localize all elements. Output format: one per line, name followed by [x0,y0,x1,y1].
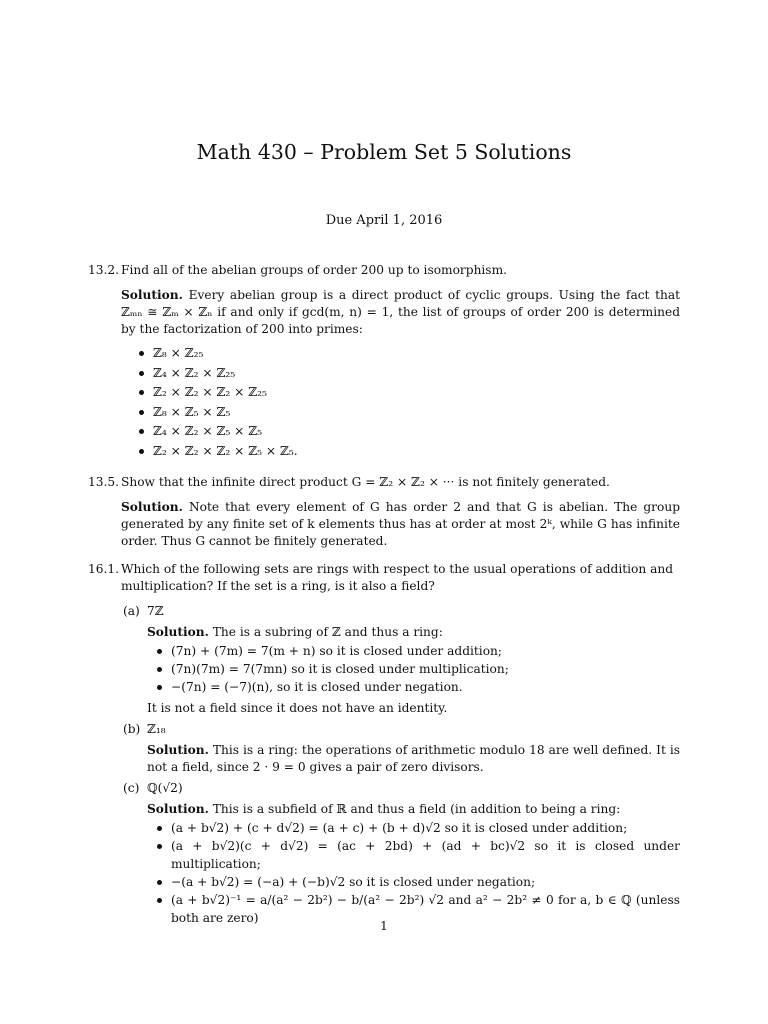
part-heading: ℚ(√2) [147,781,183,795]
problem-number: 16.1. [88,562,120,576]
list-item: ℤ₈ × ℤ₂₅ [139,344,680,364]
solution-text: This is a ring: the operations of arithmetic modulo 18 are well defined. It is not a field, since 2 · 9 = 0 gives a pair of zero divisors. [147,743,680,774]
list-item: −(7n) = (−7)(n), so it is closed under negation. [157,678,680,696]
page-number: 1 [380,919,388,933]
part-closing: It is not a field since it does not have an identity. [147,701,448,715]
list-item: (a + b√2)⁻¹ = a/(a² − 2b²) − b/(a² − 2b²) √2 and a² − 2b² ≠ 0 for a, b ∈ ℚ (unless both are zero) [157,891,680,927]
solution-text: This is a subfield of ℝ and thus a field (in addition to being a ring: [212,802,621,816]
part-heading: 7ℤ [147,604,164,618]
problem-16-1 [88,561,680,927]
list-item: (a + b√2) + (c + d√2) = (a + c) + (b + d)√2 so it is closed under addition; [157,819,680,837]
closure-list [157,642,680,696]
solution [147,742,680,776]
part-heading: ℤ₁₈ [147,722,166,736]
part-label: (c) [123,781,140,795]
list-item: ℤ₂ × ℤ₂ × ℤ₂ × ℤ₅ × ℤ₅. [139,442,680,462]
due-date: Due April 1, 2016 [325,213,443,228]
solution-label: Solution. [147,743,209,757]
solution-text: Every abelian group is a direct product of cyclic groups. Using the fact that ℤₘₙ ≅ ℤₘ × ℤₙ if and only if gcd(m, n) = 1, the list of groups of order 200 is determined by the factorization of 200 into primes: [121,288,680,336]
solution [147,624,680,696]
field-list [157,819,680,927]
problem-number: 13.5. [88,475,120,489]
solution [147,801,680,927]
list-item: ℤ₈ × ℤ₅ × ℤ₅ [139,403,680,423]
solution-label: Solution. [121,288,183,302]
part-c [123,780,680,927]
part-b [123,721,680,776]
list-item: (7n) + (7m) = 7(m + n) so it is closed under addition; [157,642,680,660]
group-list [139,344,680,461]
problem-text: Find all of the abelian groups of order 200 up to isomorphism. [121,263,507,277]
problem-text: Show that the infinite direct product G = ℤ₂ × ℤ₂ × ··· is not finitely generated. [121,475,610,489]
part-a [123,603,680,717]
list-item: −(a + b√2) = (−a) + (−b)√2 so it is closed under negation; [157,873,680,891]
page-title: Math 430 – Problem Set 5 Solutions [196,140,572,164]
list-item: ℤ₄ × ℤ₂ × ℤ₂₅ [139,364,680,384]
problem-13-2 [88,262,680,461]
solution-text: The is a subring of ℤ and thus a ring: [212,625,443,639]
part-label: (b) [123,722,141,736]
solution [121,499,680,550]
part-label: (a) [123,604,140,618]
list-item: ℤ₂ × ℤ₂ × ℤ₂ × ℤ₂₅ [139,383,680,403]
solution-label: Solution. [147,802,209,816]
solution-text: Note that every element of G has order 2 and that G is abelian. The group generated by any finite set of k elements thus has at order at most 2ᵏ, while G has infinite order. Thus G cannot be finitely generated. [121,500,681,548]
solution [121,287,680,461]
list-item: ℤ₄ × ℤ₂ × ℤ₅ × ℤ₅ [139,422,680,442]
problem-number: 13.2. [88,263,120,277]
problem-13-5 [88,474,680,550]
list-item: (a + b√2)(c + d√2) = (ac + 2bd) + (ad + bc)√2 so it is closed under multiplication; [157,837,680,873]
problem-text: Which of the following sets are rings with respect to the usual operations of addition and multiplication? If the set is a ring, is it also a field? [121,562,673,593]
solution-label: Solution. [121,500,183,514]
list-item: (7n)(7m) = 7(7mn) so it is closed under multiplication; [157,660,680,678]
solution-label: Solution. [147,625,209,639]
